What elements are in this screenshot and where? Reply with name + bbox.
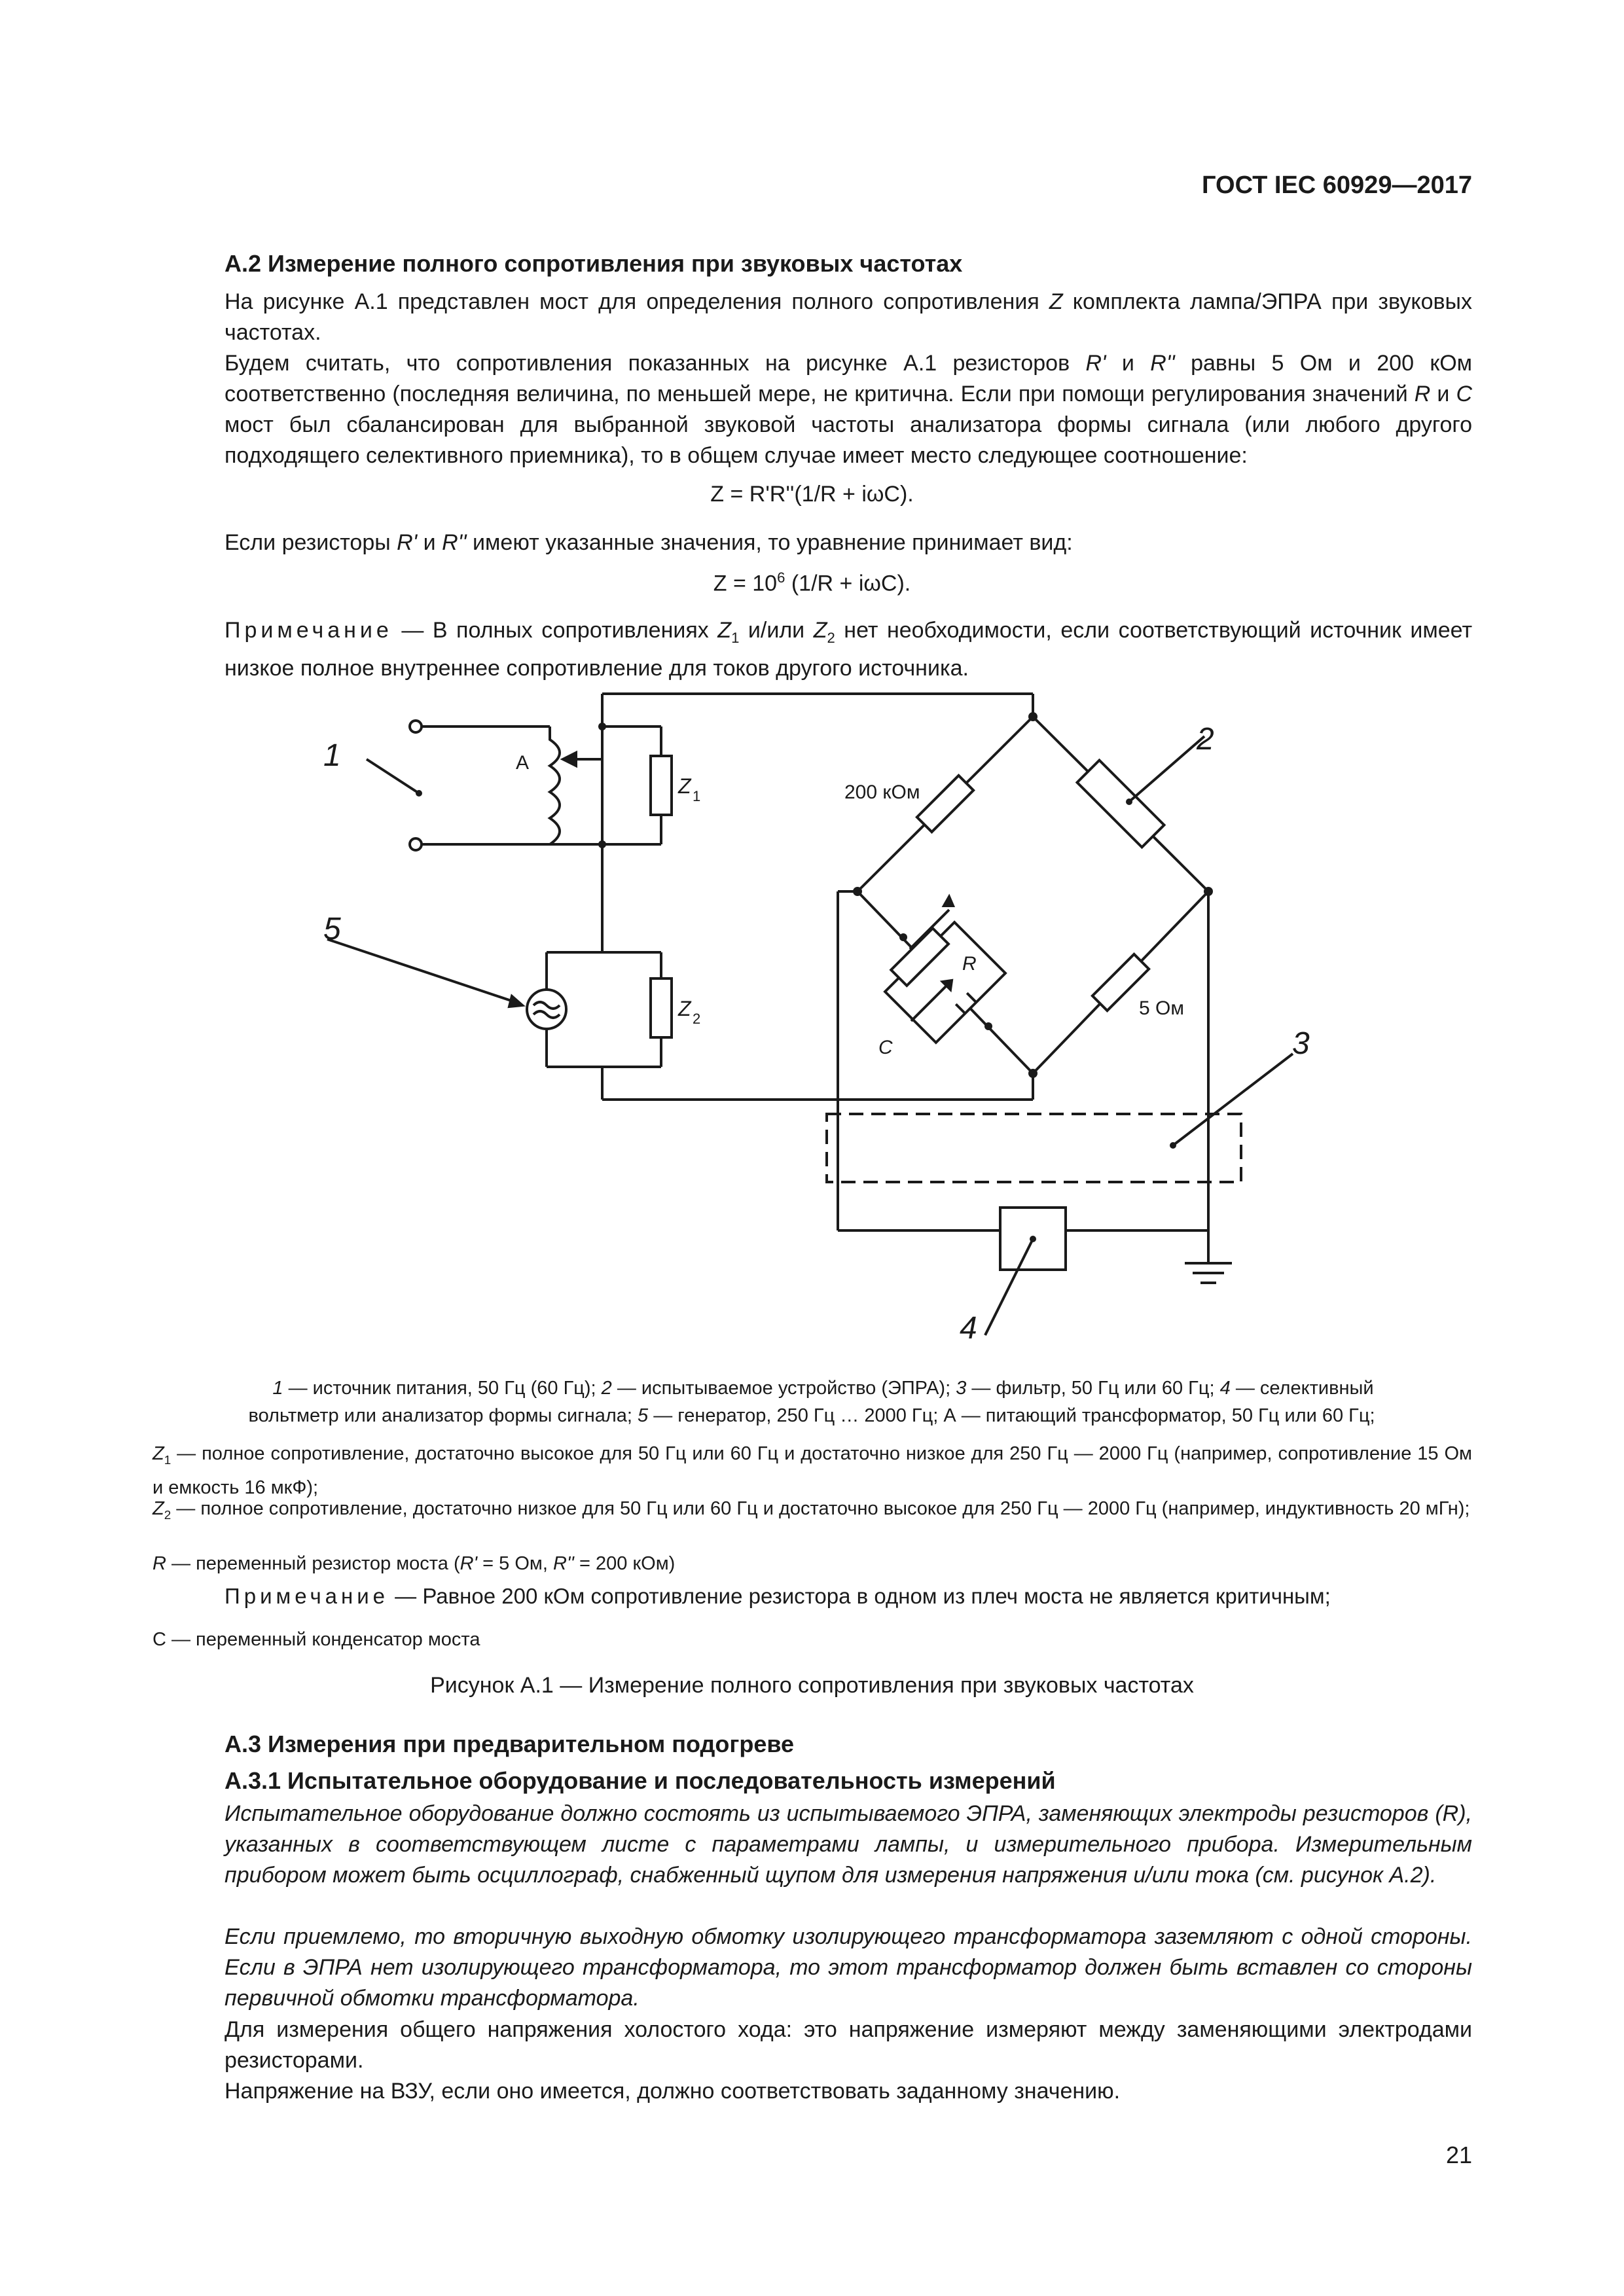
label-5: 5 [323,912,341,946]
paragraph-a2-3: Если резисторы R' и R'' имеют указанные значения, то уравнение принимает вид: [225,530,1073,555]
label-transformer-a: А [516,752,530,774]
equation-2: $Z = 10^6$ (1/R + iωC). [713,569,911,596]
label-2: 2 [1197,722,1214,757]
filter-dashed-box [827,1114,1241,1182]
paragraph-a2-2: Будем считать, что сопротивления показанных на рисунке А.1 резисторов R' и R'' равны 5 Ом и 200 кОм соответственно (последняя величина, по меньшей мере, не критична. Если при помощи регулирования значений R и C мост был сбалансирован для выбранной звуковой частоты анализатора формы сигнала (или любого другого подходящего селективного приемника), то в общем случае имеет место следующее соотношение: [225,351,1473,468]
label-z2-sub: 2 [693,1011,701,1027]
label-z1-sub: 1 [693,788,701,804]
paragraph-a3-3: Для измерения общего напряжения холостого хода: это напряжение измеряют между заменяющими электродами резисторами. [225,2017,1472,2073]
section-a3-1-title: А.3.1 Испытательное оборудование и последовательность измерений [225,1767,1056,1794]
paragraph-a2-1: На рисунке А.1 представлен мост для определения полного сопротивления Z комплекта лампа/ЭПРА при звуковых частотах. [225,289,1472,345]
paragraph-a3-2: Если приемлемо, то вторичную выходную обмотку изолирующего трансформатора заземляют с одной стороны. Если в ЭПРА нет изолирующего трансформатора, то этот трансформатор должен быть вставлен со стороны первичной обмотки трансформатора. [225,1924,1472,2011]
label-1: 1 [323,738,341,773]
label-z2: Z [678,997,691,1020]
legend-c: С — переменный конденсатор моста [153,1629,480,1650]
label-200k: 200 кОм [844,781,920,803]
document-header: ГОСТ IEC 60929—2017 [1202,171,1472,199]
figure-caption: Рисунок А.1 — Измерение полного сопротивления при звуковых частотах [430,1673,1194,1698]
label-5-ohm: 5 Ом [1139,997,1184,1019]
label-r: R [962,953,977,975]
legend-r: R — переменный резистор моста (R' = 5 Ом, R'' = 200 кОм) [153,1553,676,1574]
section-a3-title: А.3 Измерения при предварительном подогреве [225,1731,795,1757]
terminal-bottom-icon [410,838,422,850]
label-4: 4 [960,1311,977,1346]
label-3: 3 [1292,1026,1310,1061]
resistor-200k-icon [917,776,973,832]
label-z1: Z [678,774,691,798]
legend-z2: $Z_2$ — полное сопротивление, достаточно низкое для 50 Гц или 60 Гц и достаточно высокое для 250 Гц — 2000 Гц (например, индуктивность 20 мГн); [153,1498,1470,1522]
figure-legend-line-1: 1 — источник питания, 50 Гц (60 Гц); 2 — испытываемое устройство (ЭПРА); 3 — фильтр, 50 Гц или 60 Гц; 4 — селективный [272,1378,1374,1399]
device-under-test-icon [1077,761,1164,848]
z2-resistor-icon [651,978,672,1037]
generator-icon [527,990,566,1029]
equation-1: Z = R'R''(1/R + iωC). [710,482,914,507]
legend-z1: $Z_1$ — полное сопротивление, достаточно высокое для 50 Гц или 60 Гц и достаточно низкое для 250 Гц — 2000 Гц (например, сопротивление 15 Ом и емкость 16 мкФ); [153,1443,1472,1498]
figure-note: Примечание — Равное 200 кОм сопротивление резистора в одном из плеч моста не является критичным; [225,1584,1331,1608]
transformer-coil-icon [550,726,560,844]
figure-legend-line-2: вольтметр или анализатор формы сигнала; 5 — генератор, 250 Гц … 2000 Гц; А — питающий трансформатор, 50 Гц или 60 Гц; [248,1405,1375,1426]
page-number: 21 [1445,2142,1472,2168]
terminal-top-icon [410,721,422,732]
label-c: C [878,1037,893,1058]
note-a2: Примечание — В полных сопротивлениях $Z_1$ и/или $Z_2$ нет необходимости, если соответствующий источник имеет низкое полное внутреннее сопротивление для токов другого источника. [225,618,1473,681]
section-a2-title: А.2 Измерение полного сопротивления при звуковых частотах [225,250,963,277]
paragraph-a3-4: Напряжение на ВЗУ, если оно имеется, должно соответствовать заданному значению. [225,2079,1121,2104]
paragraph-a3-1: Испытательное оборудование должно состоять из испытываемого ЭПРА, заменяющих электроды резисторов (R), указанных в соответствующем листе с параметрами лампы, и измерительного прибора. Измерительным прибором может быть осциллограф, снабженный щупом для измерения напряжения и/или тока (см. рисунок А.2). [225,1801,1472,1888]
z1-resistor-icon [651,756,672,815]
